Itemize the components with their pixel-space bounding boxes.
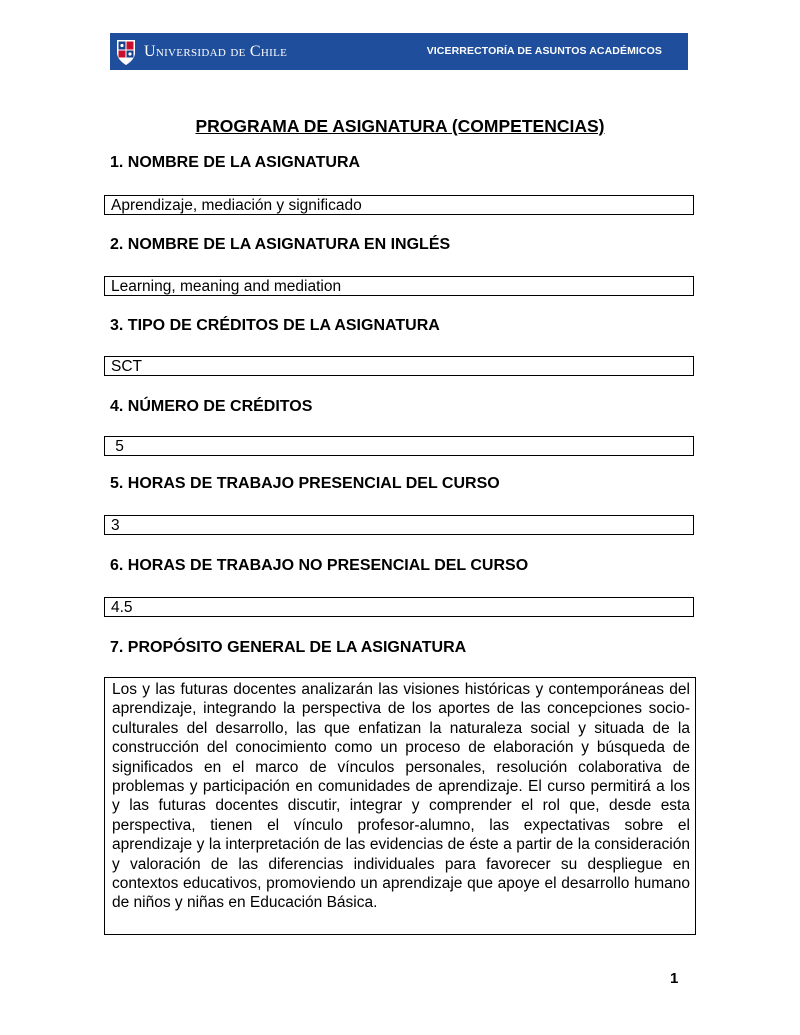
value-nombre: Aprendizaje, mediación y significado bbox=[104, 195, 694, 215]
section-heading-horas-no-presencial: 6. HORAS DE TRABAJO NO PRESENCIAL DEL CURSO bbox=[110, 557, 529, 574]
section-heading-tipo-creditos: 3. TIPO DE CRÉDITOS DE LA ASIGNATURA bbox=[110, 317, 440, 334]
document-title: PROGRAMA DE ASIGNATURA (COMPETENCIAS) bbox=[195, 116, 605, 136]
value-proposito: Los y las futuras docentes analizarán las visiones históricas y contemporáneas del aprendizaje, integrando la perspectiva de los aportes de las concepciones socio-culturales del desarrollo, las que enfatizan la naturaleza social y situada de la construcción del conocimiento como un proceso de elaboración y búsqueda de significados en el marco de vínculos personales, resolución colaborativa de problemas y participación en comunidades de aprendizaje. El curso permitirá a los y las futuras docentes discutir, integrar y comprender el rol que, desde esta perspectiva, tienen el vínculo profesor-alumno, las expectativas sobre el aprendizaje y la interpretación de las evidencias de éste a partir de la consideración y valoración de las diferencias individuales para favorecer su despliegue en contextos educativos, promoviendo un aprendizaje que apoye el desarrollo humano de niños y niñas en Educación Básica. bbox=[104, 677, 696, 935]
value-nombre-ingles: Learning, meaning and mediation bbox=[104, 276, 694, 296]
header-banner bbox=[110, 33, 688, 70]
value-numero-creditos: 5 bbox=[104, 436, 694, 456]
vicerrectoria-label: VICERRECTORÍA DE ASUNTOS ACADÉMICOS bbox=[426, 45, 662, 57]
section-heading-numero-creditos: 4. NÚMERO DE CRÉDITOS bbox=[110, 398, 313, 415]
page-number: 1 bbox=[670, 970, 679, 987]
value-horas-presencial: 3 bbox=[104, 515, 694, 535]
value-horas-no-presencial: 4.5 bbox=[104, 597, 694, 617]
university-crest-icon bbox=[116, 38, 136, 66]
university-name: Universidad de Chile bbox=[144, 42, 288, 60]
section-heading-horas-presencial: 5. HORAS DE TRABAJO PRESENCIAL DEL CURSO bbox=[110, 475, 500, 492]
section-heading-nombre: 1. NOMBRE DE LA ASIGNATURA bbox=[110, 154, 361, 171]
section-heading-proposito: 7. PROPÓSITO GENERAL DE LA ASIGNATURA bbox=[110, 639, 467, 656]
value-tipo-creditos: SCT bbox=[104, 356, 694, 376]
section-heading-nombre-ingles: 2. NOMBRE DE LA ASIGNATURA EN INGLÉS bbox=[110, 236, 451, 253]
